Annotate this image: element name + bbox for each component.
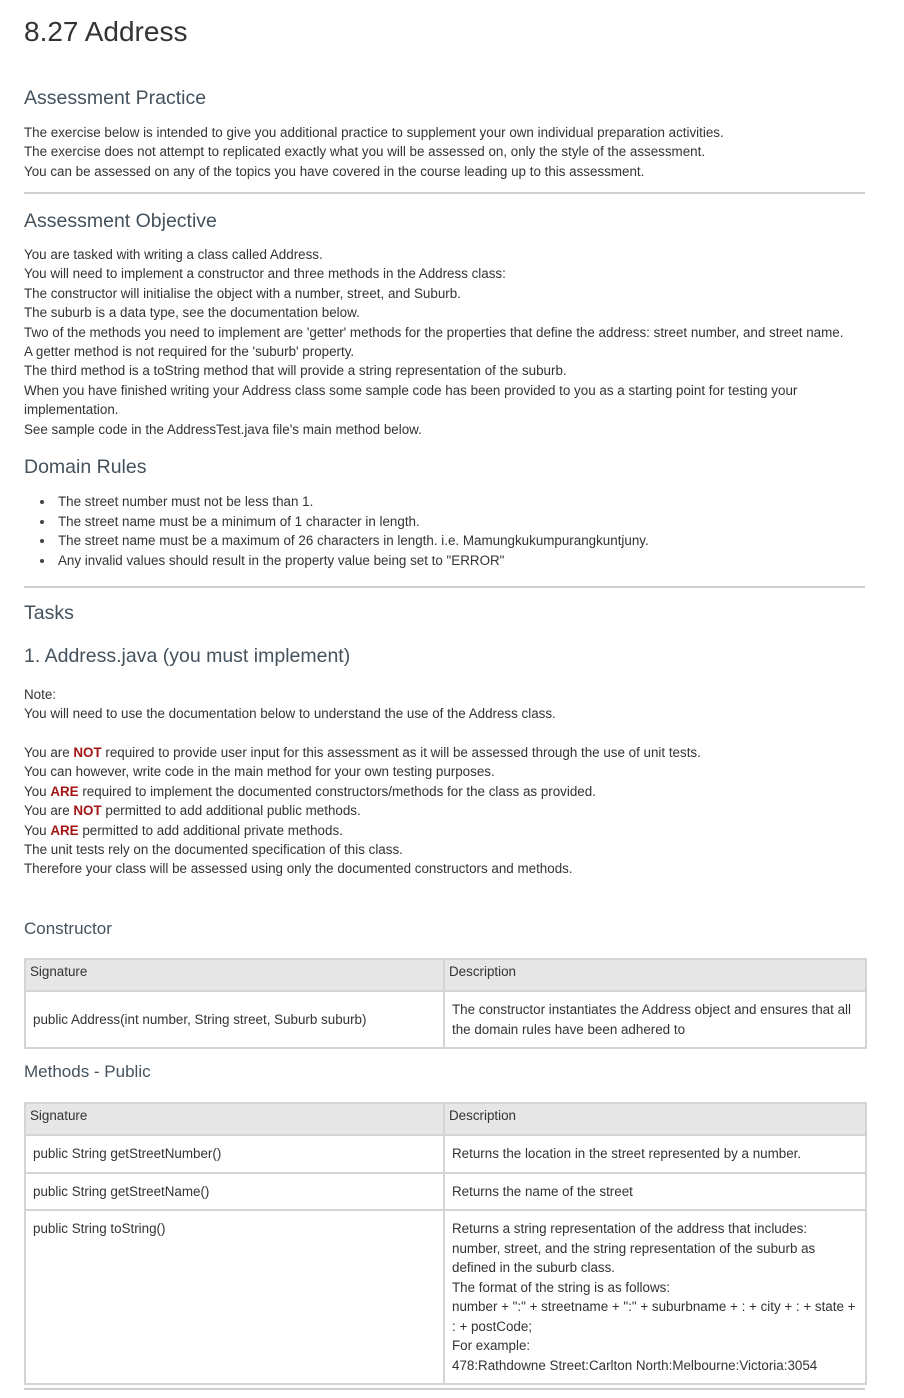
- task-rule-line: You are NOT required to provide user input for this assessment as it will be assessed through the use of unit tests.: [24, 745, 701, 760]
- objective-line: See sample code in the AddressTest.java file's main method below.: [24, 421, 422, 437]
- note-line: You will need to use the documentation below to understand the use of the Address class.: [24, 706, 556, 722]
- objective-line: The suburb is a data type, see the documentation below.: [24, 305, 360, 321]
- objective-line: A getter method is not required for the 'suburb' property.: [24, 344, 355, 360]
- table-header-row: [25, 959, 866, 991]
- table-row: [25, 991, 866, 1048]
- divider: [24, 192, 865, 194]
- signature-cell: public Address(int number, String street, Suburb suburb): [25, 991, 444, 1048]
- methods-heading: Methods - Public: [24, 1062, 151, 1081]
- divider: [24, 586, 865, 588]
- note-text: [24, 685, 556, 724]
- task-rule-line: You can however, write code in the main method for your own testing purposes.: [24, 764, 495, 780]
- column-header-signature: Signature: [25, 959, 444, 991]
- column-header-signature: Signature: [25, 1103, 444, 1135]
- divider: [24, 1388, 865, 1390]
- list-item: The street number must not be less than 1.: [24, 492, 649, 512]
- table-row: [25, 1210, 866, 1384]
- note-label: Note:: [24, 687, 57, 702]
- objective-line: When you have finished writing your Address class some sample code has been provided to you as a starting point for testing your: [24, 382, 798, 398]
- task-rule-line: The unit tests rely on the documented specification of this class.: [24, 842, 403, 858]
- objective-line: The constructor will initialise the object with a number, street, and Suburb.: [24, 285, 461, 301]
- task-rule-line: You ARE permitted to add additional private methods.: [24, 822, 343, 838]
- task-rule-line: You are NOT permitted to add additional public methods.: [24, 803, 361, 819]
- tasks-heading: Tasks: [24, 602, 74, 624]
- column-header-description: Description: [444, 959, 866, 991]
- practice-heading: Assessment Practice: [24, 87, 207, 109]
- task-rule-line: Therefore your class will be assessed using only the documented constructors and methods.: [24, 861, 573, 877]
- objective-line: You are tasked with writing a class called Address.: [24, 247, 323, 262]
- constructor-table: [24, 958, 867, 1049]
- list-item: The street name must be a maximum of 26 characters in length. i.e. Mamungkukumpurangkuntjuny.: [24, 531, 649, 551]
- objective-heading: Assessment Objective: [24, 210, 217, 232]
- domain-heading: Domain Rules: [24, 456, 147, 478]
- practice-line: The exercise below is intended to give you additional practice to supplement your own individual preparation activities.: [24, 125, 724, 140]
- signature-cell: public String getStreetNumber(): [25, 1135, 444, 1173]
- table-row: [25, 1173, 866, 1211]
- objective-text: [24, 245, 843, 439]
- practice-line: The exercise does not attempt to replicated exactly what you will be assessed on, only the style of the assessment.: [24, 144, 706, 160]
- signature-cell: public String toString(): [25, 1210, 444, 1384]
- constructor-heading: Constructor: [24, 919, 112, 938]
- domain-rules-list: [24, 492, 649, 570]
- table-header-row: [25, 1103, 866, 1135]
- description-cell: Returns the location in the street represented by a number.: [444, 1135, 866, 1173]
- task-rules: [24, 743, 701, 879]
- methods-table: [24, 1102, 867, 1385]
- signature-cell: public String getStreetName(): [25, 1173, 444, 1211]
- practice-text: [24, 123, 724, 181]
- column-header-description: Description: [444, 1103, 866, 1135]
- description-cell: The constructor instantiates the Address object and ensures that all the domain rules have been adhered to: [444, 991, 866, 1048]
- objective-line: You will need to implement a constructor and three methods in the Address class:: [24, 266, 506, 282]
- task-1-heading: 1. Address.java (you must implement): [24, 645, 351, 667]
- list-item: The street name must be a minimum of 1 character in length.: [24, 512, 649, 532]
- objective-line: Two of the methods you need to implement are 'getter' methods for the properties that define the address: street number, and street name.: [24, 324, 844, 340]
- list-item: Any invalid values should result in the property value being set to "ERROR": [24, 551, 649, 571]
- table-row: [25, 1135, 866, 1173]
- objective-line: The third method is a toString method that will provide a string representation of the suburb.: [24, 363, 567, 379]
- practice-line: You can be assessed on any of the topics you have covered in the course leading up to this assessment.: [24, 163, 645, 179]
- description-cell: Returns a string representation of the address that includes: number, street, and the string representation of the suburb as defined in the suburb class. The format of the string is as follows: number + ":" + streetname + ":" + suburbname + : + city + : + state + : + postCode; For example: 478:Rathdowne Street:Carlton North:Melbourne:Victoria:3054: [444, 1210, 866, 1384]
- page-title: 8.27 Address: [24, 16, 188, 47]
- task-rule-line: You ARE required to implement the documented constructors/methods for the class as provided.: [24, 783, 596, 799]
- objective-line: implementation.: [24, 402, 119, 418]
- description-cell: Returns the name of the street: [444, 1173, 866, 1211]
